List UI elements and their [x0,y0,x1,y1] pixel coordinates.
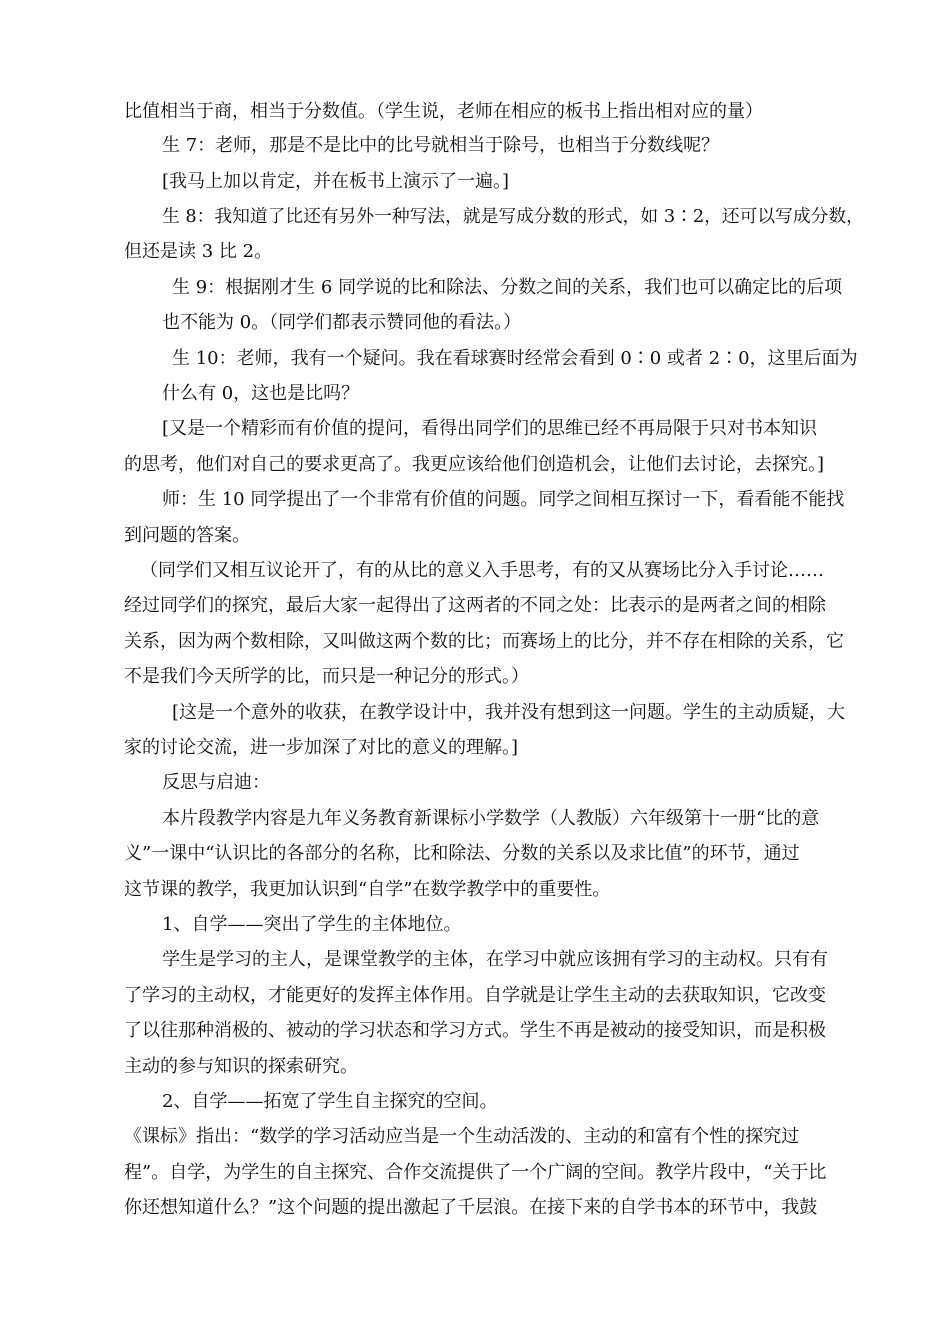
text-line: 义”一课中“认识比的各部分的名称，比和除法、分数的关系以及求比值”的环节，通过 [124,843,800,864]
text-line: 经过同学们的探究，最后大家一起得出了这两者的不同之处：比表示的是两者之间的相除 [124,595,826,616]
text-line: 2、自学——拓宽了学生自主探究的空间。 [162,1091,498,1112]
text-line: 生 10：老师，我有一个疑问。我在看球赛时经常会看到 0∶0 或者 2∶0，这里后面为 [172,348,858,369]
text-line: （同学们又相互议论开了，有的从比的意义入手思考，有的又从赛场比分入手讨论…… [140,560,824,581]
text-line: 了以往那种消极的、被动的学习状态和学习方式。学生不再是被动的接受知识，而是积极 [124,1020,826,1041]
text-line: 这节课的教学，我更加认识到“自学”在数学教学中的重要性。 [124,879,611,900]
text-line: 家的讨论交流，进一步加深了对比的意义的理解。] [124,737,519,758]
text-line: [我马上加以肯定，并在板书上演示了一遍。] [162,171,510,192]
text-line: 《课标》指出：“数学的学习活动应当是一个生动活泼的、主动的和富有个性的探究过 [124,1126,800,1147]
text-line: 的思考，他们对自己的要求更高了。我更应该给他们创造机会，让他们去讨论，去探究。] [124,454,825,475]
text-line: 1、自学——突出了学生的主体地位。 [162,914,462,935]
text-line: 了学习的主动权，才能更好的发挥主体作用。自学就是让学生主动的去获取知识，它改变 [124,985,826,1006]
text-line: 生 9：根据刚才生 6 同学说的比和除法、分数之间的关系，我们也可以确定比的后项 [172,277,843,298]
text-line: 生 8：我知道了比还有另外一种写法，就是写成分数的形式，如 3∶2，还可以写成分数， [162,207,864,227]
text-line: 什么有 0，这也是比吗？ [162,383,360,404]
text-line: 本片段教学内容是九年义务教育新课标小学数学（人教版）六年级第十一册“比的意 [162,808,820,829]
text-line: [又是一个精彩而有价值的提问，看得出同学们的思维已经不再局限于只对书本知识 [162,418,818,439]
text-line: 比值相当于商，相当于分数值。（学生说，老师在相应的板书上指出相对应的量） [124,101,763,122]
text-line: 程”。自学，为学生的自主探究、合作交流提供了一个广阔的空间。教学片段中，“关于比 [124,1162,827,1183]
text-line: [这是一个意外的收获，在教学设计中，我并没有想到这一问题。学生的主动质疑，大 [172,702,846,723]
text-line: 不是我们今天所学的比，而只是一种记分的形式。） [124,666,529,687]
text-line: 师：生 10 同学提出了一个非常有价值的问题。同学之间相互探讨一下，看看能不能找 [162,489,845,510]
text-line: 主动的参与知识的探索研究。 [124,1056,358,1077]
text-line: 关系，因为两个数相除，又叫做这两个数的比；而赛场上的比分，并不存在相除的关系，它 [124,631,844,652]
text-line: 也不能为 0。（同学们都表示赞同他的看法。） [162,312,522,333]
text-line: 反思与启迪： [162,772,270,793]
text-line: 学生是学习的主人，是课堂教学的主体，在学习中就应该拥有学习的主动权。只有有 [162,949,828,970]
text-line: 但还是读 3 比 2。 [124,241,273,262]
text-line: 到问题的答案。 [124,525,250,546]
text-line: 你还想知道什么？”这个问题的提出激起了千层浪。在接下来的自学书本的环节中，我鼓 [124,1197,818,1218]
text-line: 生 7：老师，那是不是比中的比号就相当于除号，也相当于分数线呢？ [162,135,720,156]
